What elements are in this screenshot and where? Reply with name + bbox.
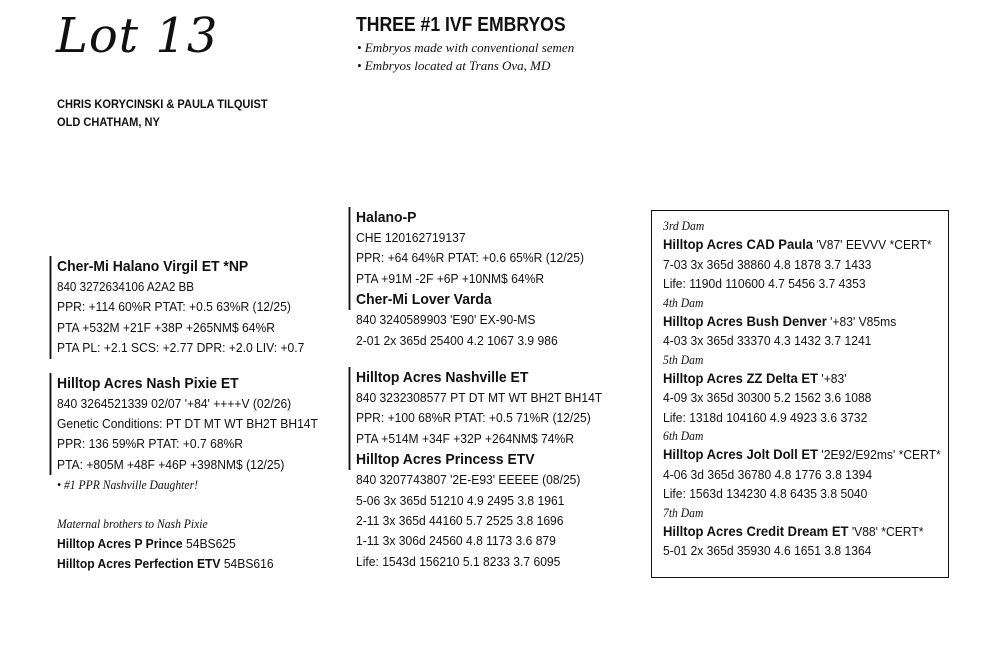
dam-classification: 'V87' EEVVV *CERT*	[813, 237, 932, 252]
maternal-brother	[57, 554, 318, 574]
dam-generation-label: 4th Dam	[663, 295, 704, 310]
ancestor-dams-list	[663, 217, 941, 561]
seller-name: CHRIS KORYCINSKI & PAULA TILQUIST	[57, 97, 268, 111]
dam-sire-id: 840 3232308577 PT DT MT WT BH2T BH14T	[356, 390, 603, 406]
dam-classification: '+83' V85ms	[826, 313, 897, 329]
dam-record: Life: 1190d 110600 4.7 5456 3.7 4353	[663, 276, 866, 291]
dam-record: 4-09 3x 365d 30300 5.2 1562 3.6 1088	[663, 390, 872, 405]
dam-record: Life: 1318d 104160 4.9 4923 3.6 3732	[663, 409, 868, 425]
dam-record: 4-06 3d 365d 36780 4.8 1776 3.8 1394	[663, 466, 873, 482]
dam-dam-id: 840 3207743807 '2E-E93' EEEEE (08/25)	[356, 472, 581, 488]
dam-record: 5-01 2x 365d 35930 4.6 1651 3.8 1364	[663, 543, 872, 558]
sire-sire-id: CHE 120162719137	[356, 230, 466, 245]
dam-record: Life: 1563d 134230 4.8 6435 3.8 5040	[663, 486, 868, 501]
left-column	[57, 256, 318, 575]
dam-genetic: Genetic Conditions: PT DT MT WT BH2T BH14T	[57, 416, 318, 432]
seller-info	[57, 95, 268, 131]
sire-pedigree-block	[349, 207, 603, 310]
dam-classification: 'V88' *CERT*	[848, 523, 924, 539]
sire-dam-id: 840 3240589903 'E90' EX-90-MS	[356, 312, 536, 328]
brother-code: 54BS616	[220, 556, 274, 572]
offering-title: THREE #1 IVF EMBRYOS	[356, 14, 566, 36]
dam-record: 7-03 3x 365d 38860 4.8 1878 3.7 1433	[663, 256, 872, 272]
dam-classification: '2E92/E92ms' *CERT*	[818, 447, 941, 462]
dam-dam-record: Life: 1543d 156210 5.1 8233 3.7 6095	[356, 553, 561, 569]
offering-note: • Embryos made with conventional semen	[357, 40, 575, 55]
ancestor-dam-name	[663, 445, 941, 465]
brother-name: Hilltop Acres Perfection ETV	[57, 556, 221, 572]
sire-sire-pta: PTA +91M -2F +6P +10NM$ 64%R	[356, 270, 545, 286]
dam-name-text: Hilltop Acres CAD Paula	[663, 236, 814, 252]
ancestor-dam-name	[663, 522, 941, 542]
dam-pedigree-block	[349, 367, 603, 470]
brother-name: Hilltop Acres P Prince	[57, 536, 183, 552]
dam-dam-record: 5-06 3x 365d 51210 4.9 2495 3.8 1961	[356, 492, 565, 508]
dam-name-text: Hilltop Acres Jolt Doll ET	[663, 446, 819, 462]
dam-record: 4-03 3x 365d 33370 4.3 1432 3.7 1241	[663, 333, 872, 348]
ancestor-dam-name	[663, 312, 941, 332]
dam-dam-record: 1-11 3x 306d 24560 4.8 1173 3.6 879	[356, 533, 556, 549]
maternal-brother	[57, 534, 318, 554]
dam-sire-pta: PTA +514M +34F +32P +264NM$ 74%R	[356, 430, 574, 446]
dam-classification: '+83'	[818, 370, 847, 386]
maternal-brothers-label: Maternal brothers to Nash Pixie	[57, 516, 208, 531]
ancestor-dam-name	[663, 369, 941, 389]
dam-note: • #1 PPR Nashville Daughter!	[57, 478, 198, 493]
dam-ppr: PPR: 136 59%R PTAT: +0.7 68%R	[57, 436, 244, 452]
dam-name-text: Hilltop Acres Credit Dream ET	[663, 522, 849, 539]
offering-note: • Embryos located at Trans Ova, MD	[357, 58, 551, 73]
sire-sire-name: Halano-P	[356, 209, 417, 226]
brother-code: 54BS625	[182, 536, 236, 552]
dam-name-text: Hilltop Acres ZZ Delta ET	[663, 369, 819, 386]
middle-column	[356, 207, 602, 572]
dam-pta: PTA: +805M +48F +46P +398NM$ (12/25)	[57, 456, 285, 472]
sire-pta-pl: PTA PL: +2.1 SCS: +2.77 DPR: +2.0 LIV: +0.7	[57, 340, 305, 356]
dam-generation-label: 3rd Dam	[663, 219, 705, 233]
sire-id: 840 3272634106 A2A2 BB	[57, 280, 195, 294]
dam-generation-label: 5th Dam	[663, 352, 704, 367]
sire-sire-ppr: PPR: +64 64%R PTAT: +0.6 65%R (12/25)	[356, 250, 585, 266]
dam-name-text: Hilltop Acres Bush Denver	[663, 312, 827, 329]
offering-notes	[357, 39, 574, 75]
dam-sire-ppr: PPR: +100 68%R PTAT: +0.5 71%R (12/25)	[356, 410, 591, 426]
dam-sire-name: Hilltop Acres Nashville ET	[356, 369, 529, 387]
dam-block	[50, 373, 318, 476]
dam-dam-record: 2-11 3x 365d 44160 5.7 2525 3.8 1696	[356, 513, 564, 529]
sire-dam-name: Cher-Mi Lover Varda	[356, 291, 492, 309]
sire-name: Cher-Mi Halano Virgil ET *NP	[57, 258, 249, 275]
dam-dam-name: Hilltop Acres Princess ETV	[356, 451, 535, 469]
sire-ppr: PPR: +114 60%R PTAT: +0.5 63%R (12/25)	[57, 299, 291, 315]
dam-name: Hilltop Acres Nash Pixie ET	[57, 374, 239, 392]
ancestor-dam-name	[663, 235, 941, 255]
sire-block	[50, 256, 318, 359]
sire-dam-record: 2-01 2x 365d 25400 4.2 1067 3.9 986	[356, 332, 558, 348]
sire-pta: PTA +532M +21F +38P +265NM$ 64%R	[57, 319, 275, 335]
dam-generation-label: 7th Dam	[663, 505, 704, 520]
dam-id: 840 3264521339 02/07 '+84' ++++V (02/26)	[57, 395, 292, 411]
dam-generation-label: 6th Dam	[663, 429, 704, 443]
seller-location: OLD CHATHAM, NY	[57, 115, 160, 129]
lot-number: Lot 13	[56, 8, 219, 64]
